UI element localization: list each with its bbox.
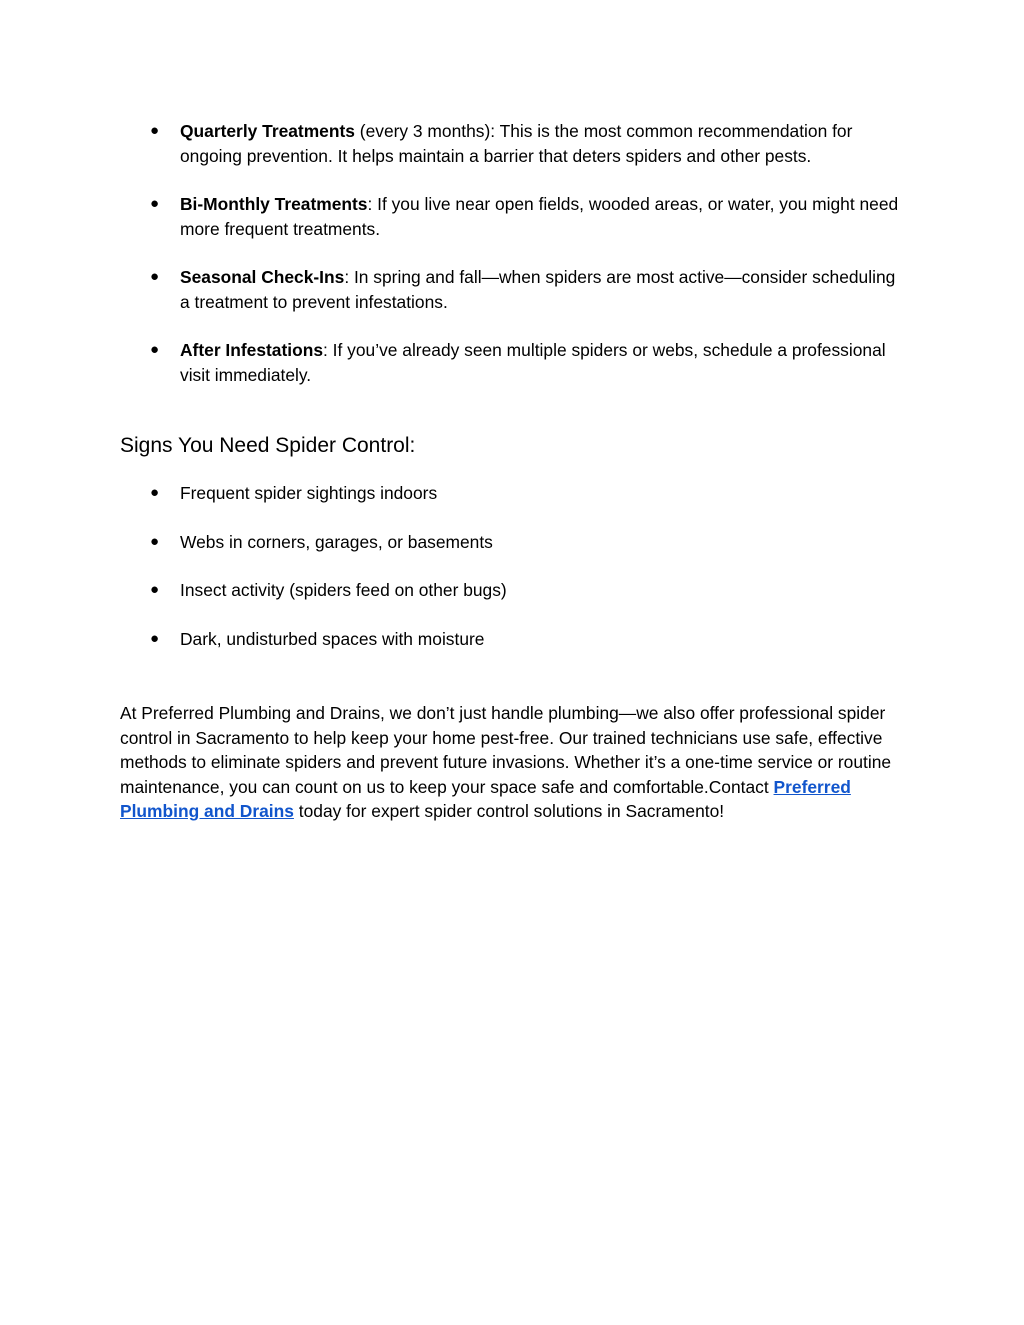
bullet-icon: ●	[150, 581, 160, 598]
treatment-frequency-list	[120, 119, 904, 387]
treatment-term: Seasonal Check-Ins	[180, 267, 345, 287]
treatment-term: Quarterly Treatments	[180, 121, 355, 141]
sign-text: Frequent spider sightings indoors	[180, 483, 438, 503]
bullet-icon: ●	[150, 629, 160, 647]
list-item	[120, 578, 904, 603]
list-item	[120, 530, 904, 555]
closing-text-before: At Preferred Plumbing and Drains, we don’t just handle plumbing—we also offer professional spider control in Sacramento to help keep your home pest-free. Our trained technicians use safe, effective methods to eliminate spiders and prevent future invasions. Whether it’s a one-time service or routine maintenance, you can count on us to keep your space safe and comfortable.Contact	[120, 703, 892, 797]
bullet-icon: ●	[150, 484, 160, 501]
sign-text: Insect activity (spiders feed on other bugs)	[180, 580, 507, 600]
sign-text: Dark, undisturbed spaces with moisture	[180, 628, 485, 649]
list-item	[120, 481, 904, 506]
bullet-icon: ●	[150, 195, 160, 212]
treatment-description: : If you live near open fields, wooded areas, or water, you might need more frequent treatments.	[180, 194, 899, 239]
list-item	[120, 627, 904, 652]
sign-text: Webs in corners, garages, or basements	[180, 531, 493, 552]
treatment-term: Bi-Monthly Treatments	[180, 194, 368, 214]
bullet-icon: ●	[150, 532, 160, 550]
list-item	[120, 265, 904, 314]
treatment-description: (every 3 months): This is the most common recommendation for ongoing prevention. It helps maintain a barrier that deters spiders and other pests.	[180, 121, 853, 166]
treatment-description: : If you’ve already seen multiple spiders or webs, schedule a professional visit immediately.	[180, 340, 886, 385]
signs-heading: Signs You Need Spider Control:	[120, 434, 416, 457]
signs-list	[120, 481, 904, 651]
bullet-icon: ●	[150, 268, 160, 285]
treatment-term: After Infestations	[180, 340, 324, 360]
list-item	[120, 119, 904, 168]
closing-text-after: today for expert spider control solutions in Sacramento!	[293, 801, 725, 821]
list-item	[120, 338, 904, 387]
bullet-icon: ●	[150, 122, 160, 139]
preferred-plumbing-link[interactable]: Preferred Plumbing and Drains	[120, 776, 851, 821]
bullet-icon: ●	[150, 341, 160, 358]
closing-paragraph	[120, 701, 900, 824]
list-item	[120, 192, 904, 241]
treatment-description: : In spring and fall—when spiders are most active—consider scheduling a treatment to prevent infestations.	[180, 267, 896, 312]
